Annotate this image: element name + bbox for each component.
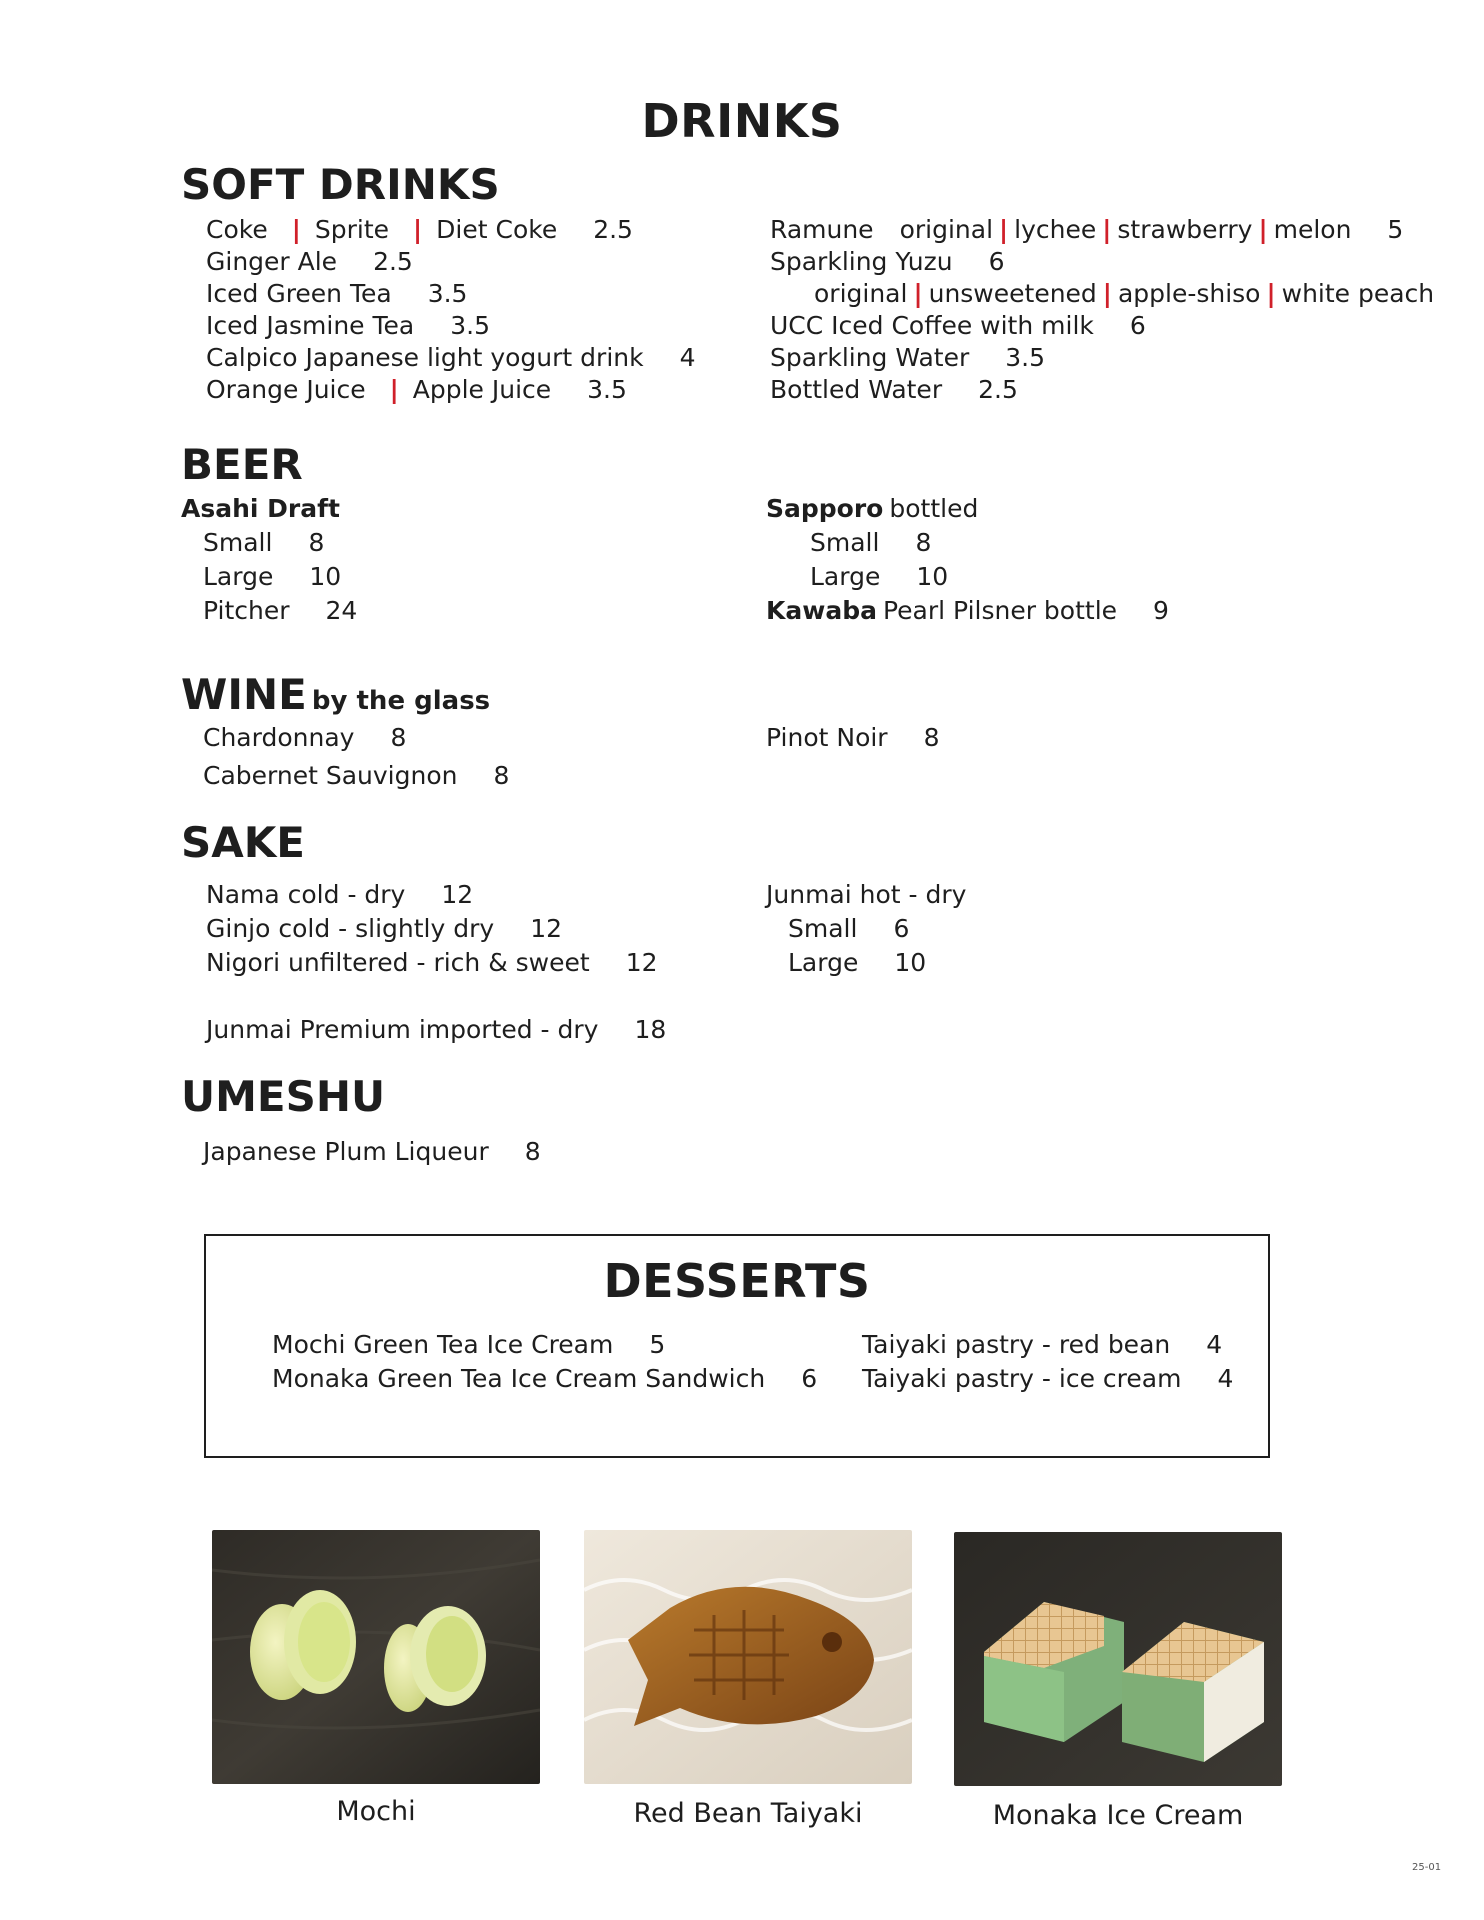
- separator-bar: |: [999, 215, 1009, 244]
- item-note: bottled: [889, 494, 979, 523]
- item-price: 3.5: [427, 279, 468, 308]
- item-name: Cabernet Sauvignon: [203, 761, 458, 790]
- list-item: [181, 526, 371, 560]
- size-label: Small: [810, 528, 880, 557]
- item-price: 3.5: [450, 311, 490, 340]
- flavor: unsweetened: [928, 279, 1097, 308]
- taiyaki-photo: [584, 1530, 912, 1784]
- item-name: Orange Juice: [206, 375, 366, 404]
- item-price: 6: [988, 247, 1005, 276]
- item-name: Sparkling Water: [770, 343, 970, 372]
- wine-heading-row: [181, 670, 490, 719]
- item-name: Coke: [206, 215, 268, 244]
- item-name: Taiyaki pastry - red bean: [862, 1330, 1171, 1359]
- size-label: Pitcher: [203, 596, 290, 625]
- desserts-right-list: [862, 1328, 1247, 1396]
- separator-bar: |: [389, 375, 399, 404]
- list-item: [206, 374, 710, 406]
- list-item: [206, 246, 710, 278]
- sake-heading: SAKE: [181, 818, 305, 867]
- beer-heading: BEER: [181, 440, 303, 489]
- list-item: [206, 912, 672, 946]
- desserts-heading: DESSERTS: [603, 1254, 871, 1308]
- list-item: [862, 1328, 1247, 1362]
- item-price: 6: [1129, 311, 1146, 340]
- separator-bar: |: [413, 215, 423, 244]
- item-name: Diet Coke: [436, 215, 558, 244]
- item-price: 3.5: [1005, 343, 1046, 372]
- item-name: Nama cold - dry: [206, 880, 406, 909]
- wine-heading: WINE: [181, 670, 307, 719]
- size-label: Large: [788, 948, 859, 977]
- item-name: Ginjo cold - slightly dry: [206, 914, 495, 943]
- photo-caption: Red Bean Taiyaki: [633, 1798, 863, 1829]
- list-item: [181, 560, 371, 594]
- item-name: Junmai hot - dry: [766, 880, 967, 909]
- mochi-photo: [212, 1530, 540, 1784]
- item-name: Bottled Water: [770, 375, 943, 404]
- list-item: [770, 374, 1448, 406]
- sake-left-list: [206, 878, 672, 980]
- item-price: 2.5: [978, 375, 1018, 404]
- desserts-left-list: [272, 1328, 831, 1396]
- list-item: [272, 1328, 831, 1362]
- item-price: 12: [441, 880, 474, 909]
- separator-bar: |: [1102, 215, 1112, 244]
- separator-bar: |: [1266, 279, 1276, 308]
- item-price: 4: [679, 343, 696, 372]
- item-price: 10: [916, 562, 949, 591]
- item-brand: Kawaba: [766, 596, 877, 625]
- item-price: 8: [524, 1137, 541, 1166]
- item-price: 8: [923, 723, 940, 752]
- list-item: [766, 946, 966, 980]
- item-price: 4: [1206, 1330, 1223, 1359]
- list-item: [770, 246, 1448, 278]
- flavor: melon: [1273, 215, 1352, 244]
- list-item: [766, 594, 1183, 628]
- item-name: Japanese Plum Liqueur: [203, 1137, 489, 1166]
- flavor: white peach: [1281, 279, 1435, 308]
- item-name: Iced Green Tea: [206, 279, 392, 308]
- item-price: 10: [309, 562, 342, 591]
- flavor: apple-shiso: [1117, 279, 1261, 308]
- list-item: [206, 278, 710, 310]
- item-name: Chardonnay: [203, 723, 355, 752]
- sapporo-block: [766, 492, 1183, 628]
- wine-subheading: by the glass: [311, 686, 491, 716]
- size-label: Large: [810, 562, 881, 591]
- photo-caption: Monaka Ice Cream: [992, 1800, 1244, 1831]
- item-name: Taiyaki pastry - ice cream: [862, 1364, 1182, 1393]
- size-label: Small: [788, 914, 858, 943]
- item-name: Sprite: [314, 215, 390, 244]
- item-price: 4: [1217, 1364, 1234, 1393]
- item-price: 5: [649, 1330, 666, 1359]
- umeshu-heading: UMESHU: [181, 1072, 386, 1121]
- separator-bar: |: [913, 279, 923, 308]
- list-item: [206, 214, 710, 246]
- separator-bar: |: [291, 215, 301, 244]
- list-item: [862, 1362, 1247, 1396]
- item-brand: Sapporo: [766, 494, 884, 523]
- list-item: [203, 722, 420, 754]
- item-name: Sparkling Yuzu: [770, 247, 953, 276]
- item-price: 2.5: [373, 247, 413, 276]
- list-item: [203, 760, 523, 792]
- separator-bar: |: [1102, 279, 1112, 308]
- list-item: [770, 310, 1448, 342]
- item-price: 9: [1153, 596, 1169, 625]
- list-item: [206, 946, 672, 980]
- item-name: UCC Iced Coffee with milk: [770, 311, 1094, 340]
- list-item: [766, 560, 1183, 594]
- junmai-hot-block: [766, 878, 966, 980]
- soft-drinks-right-list: [770, 214, 1448, 406]
- item-name: Asahi Draft: [181, 494, 340, 523]
- item-price: 3.5: [587, 375, 627, 404]
- flavor-list: [770, 278, 1448, 310]
- item-name: Ginger Ale: [206, 247, 338, 276]
- footer-code: 25-01: [1412, 1862, 1442, 1873]
- item-price: 10: [894, 948, 927, 977]
- list-item: [766, 526, 1183, 560]
- item-price: 6: [893, 914, 910, 943]
- list-item: [272, 1362, 831, 1396]
- item-name: Iced Jasmine Tea: [206, 311, 415, 340]
- item-price: 8: [493, 761, 510, 790]
- item-name: Calpico Japanese light yogurt drink: [206, 343, 644, 372]
- item-price: 2.5: [593, 215, 633, 244]
- photo-caption: Mochi: [336, 1796, 416, 1827]
- list-item: [206, 878, 672, 912]
- asahi-block: [181, 492, 371, 628]
- list-item: [770, 214, 1448, 246]
- monaka-photo: [954, 1532, 1282, 1786]
- list-item: [203, 1136, 555, 1168]
- item-name: Nigori unfiltered - rich & sweet: [206, 948, 590, 977]
- item-name: Mochi Green Tea Ice Cream: [272, 1330, 614, 1359]
- flavor: original: [814, 279, 908, 308]
- flavor: lychee: [1014, 215, 1097, 244]
- item-price: 5: [1387, 215, 1404, 244]
- item-price: 8: [390, 723, 407, 752]
- item-name: Apple Juice: [412, 375, 552, 404]
- item-price: 8: [915, 528, 932, 557]
- item-price: 24: [325, 596, 358, 625]
- item-price: 18: [634, 1015, 667, 1044]
- list-item: [766, 912, 966, 946]
- flavor: strawberry: [1117, 215, 1253, 244]
- item-name: Pearl Pilsner bottle: [882, 596, 1118, 625]
- list-item: [206, 310, 710, 342]
- list-item: [766, 492, 1183, 526]
- item-price: 12: [530, 914, 562, 943]
- item-price: 8: [308, 528, 325, 557]
- list-item: [206, 342, 710, 374]
- item-name: Monaka Green Tea Ice Cream Sandwich: [272, 1364, 766, 1393]
- list-item: [770, 342, 1448, 374]
- soft-drinks-heading: SOFT DRINKS: [181, 160, 500, 209]
- item-name: Junmai Premium imported - dry: [206, 1015, 599, 1044]
- item-price: 12: [625, 948, 658, 977]
- item-price: 6: [801, 1364, 818, 1393]
- desserts-box: [204, 1234, 1270, 1458]
- list-item: [206, 1014, 680, 1046]
- page-title: DRINKS: [641, 94, 843, 148]
- list-item: [181, 594, 371, 628]
- item-name: Pinot Noir: [766, 723, 888, 752]
- size-label: Large: [203, 562, 274, 591]
- item-name: Ramune: [770, 215, 874, 244]
- separator-bar: |: [1258, 215, 1268, 244]
- flavor: original: [899, 215, 994, 244]
- size-label: Small: [203, 528, 273, 557]
- list-item: [766, 722, 954, 754]
- soft-drinks-left-list: [206, 214, 710, 406]
